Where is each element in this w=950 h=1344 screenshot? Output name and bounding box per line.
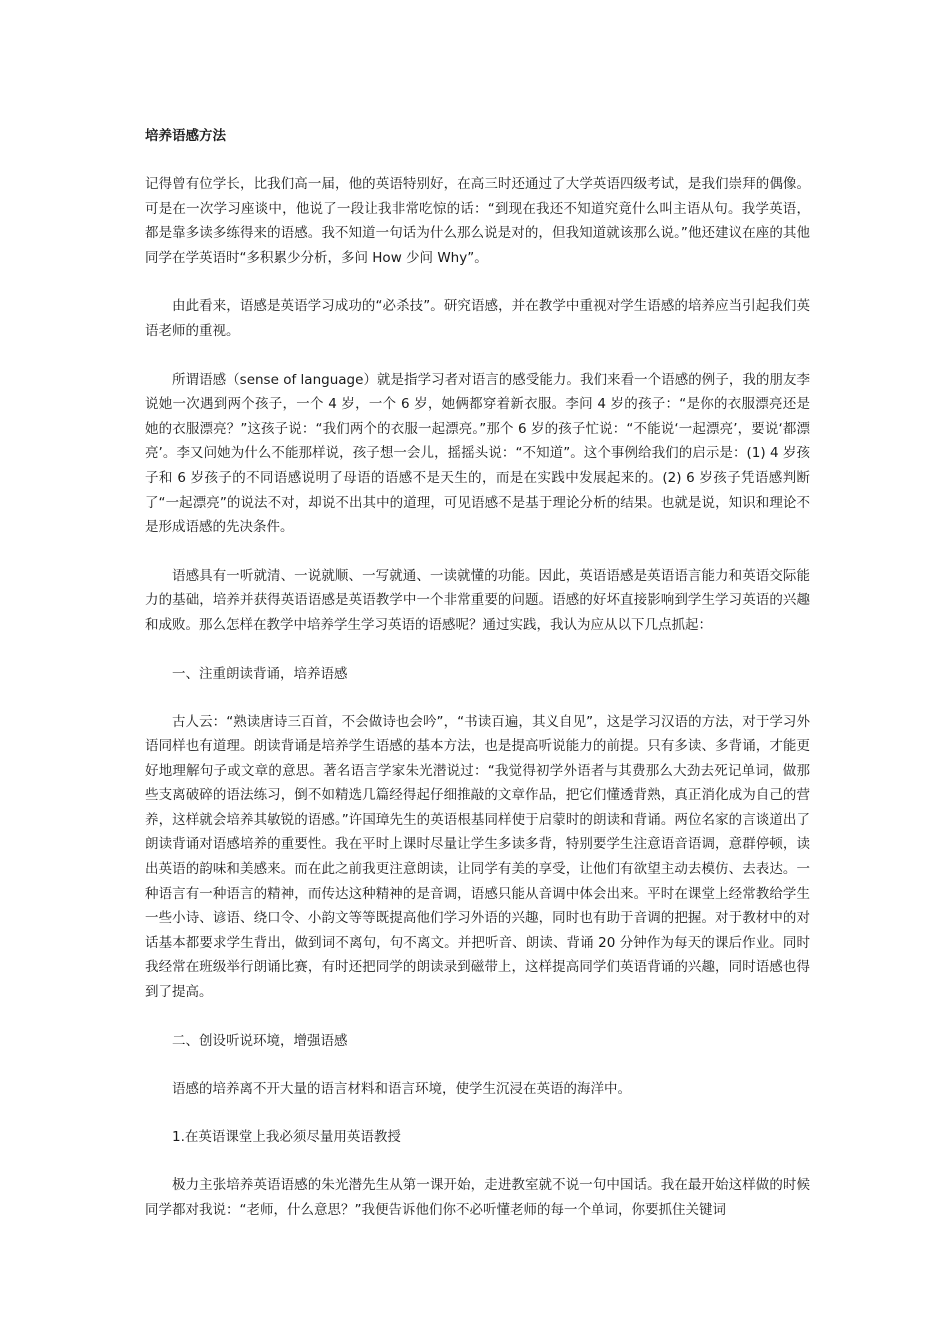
document-page [145, 124, 810, 1222]
paragraph-4: 语感具有一听就清、一说就顺、一写就通、一读就懂的功能。因此，英语语感是英语语言能力和英语交际能力的基础，培养并获得英语语感是英语教学中一个非常重要的问题。语感的好坏直接影响到学生学习英语的兴趣和成败。那么怎样在教学中培养学生学习英语的语感呢？通过实践，我认为应从以下几点抓起： [145, 567, 810, 633]
paragraph-7: 极力主张培养英语语感的朱光潜先生从第一课开始，走进教室就不说一句中国话。我在最开始这样做的时候同学都对我说：“老师，什么意思？”我便告诉他们你不必听懂老师的每一个单词，你要抓住关键词 [145, 1177, 810, 1218]
paragraph-5: 古人云：“熟读唐诗三百首，不会做诗也会吟”，“书读百遍，其义自见”，这是学习汉语的方法，对于学习外语同样也有道理。朗读背诵是培养学生语感的基本方法，也是提高听说能力的前提。只有多读、多背诵，才能更好地理解句子或文章的意思。著名语言学家朱光潜说过：“我觉得初学外语者与其费那么大劲去死记单词，做那些支离破碎的语法练习，倒不如精选几篇经得起仔细推敲的文章作品，把它们懂透背熟，真正消化成为自己的营养，这样就会培养其敏锐的语感。”许国璋先生的英语根基同样使于启蒙时的朗读和背诵。两位名家的言谈道出了朗读背诵对语感培养的重要性。我在平时上课时尽量让学生多读多背，特别要学生注意语音语调，意群停顿，读出英语的韵味和美感来。而在此之前我更注意朗读，让同学有美的享受，让他们有欲望主动去模仿、去表达。一种语言有一种语言的精神，而传达这种精神的是音调，语感只能从音调中体会出来。平时在课堂上经常教给学生一些小诗、谚语、绕口令、小韵文等等既提高他们学习外语的兴趣，同时也有助于音调的把握。对于教材中的对话基本都要求学生背出，做到词不离句，句不离文。并把听音、朗读、背诵 20 分钟作为每天的课后作业。同时我经常在班级举行朗诵比赛，有时还把同学的朗读录到磁带上，这样提高同学们英语背诵的兴趣，同时语感也得到了提高。 [145, 713, 810, 1001]
section-heading-2: 二、创设听说环境，增强语感 [172, 1032, 348, 1049]
paragraph-6: 语感的培养离不开大量的语言材料和语言环境，使学生沉浸在英语的海洋中。 [172, 1080, 631, 1097]
paragraph-2: 由此看来，语感是英语学习成功的“必杀技”。研究语感，并在教学中重视对学生语感的培养应当引起我们英语老师的重视。 [145, 298, 810, 339]
document-title: 培养语感方法 [145, 128, 226, 144]
paragraph-3: 所谓语感（sense of language）就是指学习者对语言的感受能力。我们来看一个语感的例子，我的朋友李说她一次遇到两个孩子，一个 4 岁，一个 6 岁，她俩都穿着新衣服。李问 4 岁的孩子：“是你的衣服漂亮还是她的衣服漂亮？”这孩子说：“我们两个的衣服一起漂亮。”那个 6 岁的孩子忙说：“不能说‘一起漂亮’，要说‘都漂亮’。李又问她为什么不能那样说，孩子想一会儿，摇摇头说：“不知道”。这个事例给我们的启示是：(1) 4 岁孩子和 6 岁孩子的不同语感说明了母语的语感不是天生的，而是在实践中发展起来的。(2) 6 岁孩子凭语感判断了“一起漂亮”的说法不对，却说不出其中的道理，可见语感不是基于理论分析的结果。也就是说，知识和理论不是形成语感的先决条件。 [145, 371, 810, 536]
section-heading-1: 一、注重朗读背诵，培养语感 [172, 665, 348, 682]
paragraph-1: 记得曾有位学长，比我们高一届，他的英语特别好，在高三时还通过了大学英语四级考试，是我们崇拜的偶像。可是在一次学习座谈中，他说了一段让我非常吃惊的话：“到现在我还不知道究竟什么叫主语从句。我学英语，都是靠多读多练得来的语感。我不知道一句话为什么那么说是对的，但我知道就该那么说。”他还建议在座的其他同学在学英语时“多积累少分析，多问 How 少问 Why”。 [145, 176, 810, 266]
subsection-heading-1: 1.在英语课堂上我必须尽量用英语教授 [172, 1129, 401, 1146]
